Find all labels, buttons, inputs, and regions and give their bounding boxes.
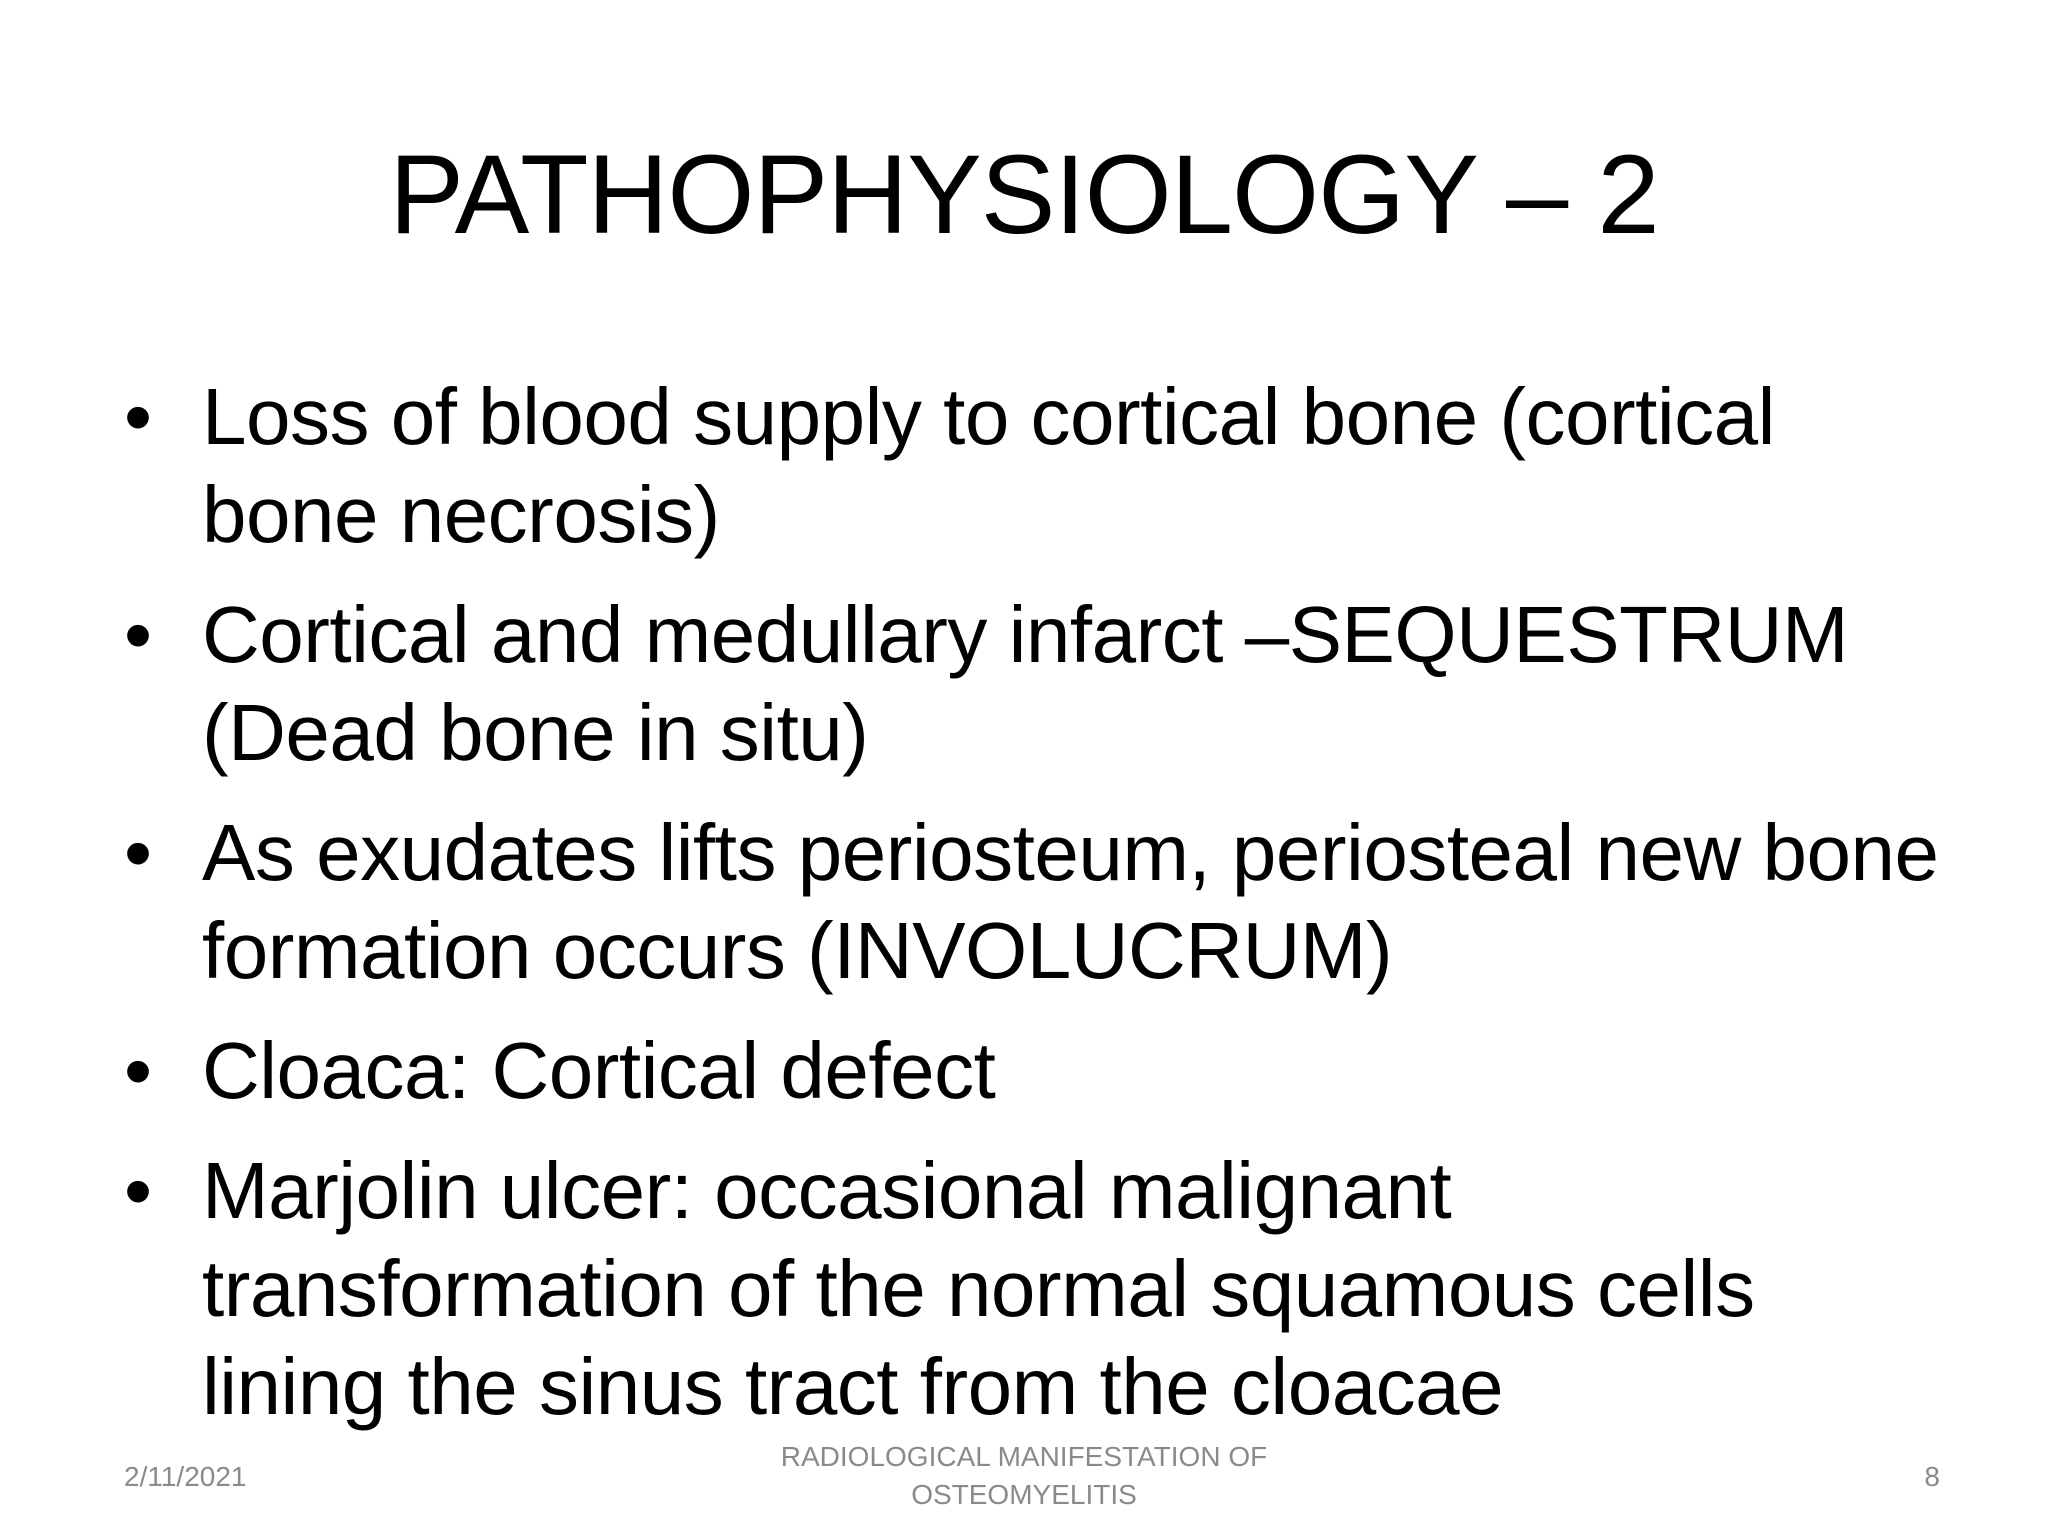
bullet-text: Marjolin ulcer: occasional malignant transformation of the normal squamous cells lining the sinus tract from the cloacae xyxy=(202,1146,1755,1431)
footer-presentation-title xyxy=(724,1438,1324,1514)
bullet-text: As exudates lifts periosteum, periosteal new bone formation occurs (INVOLUCRUM) xyxy=(202,808,1939,995)
bullet-text: Cloaca: Cortical defect xyxy=(202,1026,996,1115)
bullet-item xyxy=(124,804,1944,1000)
bullet-text: Loss of blood supply to cortical bone (cortical bone necrosis) xyxy=(202,372,1775,559)
footer-date: 2/11/2021 xyxy=(124,1461,247,1492)
bullet-icon: • xyxy=(124,808,152,897)
slide-title: PATHOPHYSIOLOGY – 2 xyxy=(389,132,1659,257)
bullet-icon: • xyxy=(124,372,152,461)
bullet-icon: • xyxy=(124,590,152,679)
bullet-item xyxy=(124,368,1944,564)
bullet-icon: • xyxy=(124,1146,152,1235)
bullet-icon: • xyxy=(124,1026,152,1115)
bullet-list xyxy=(124,368,1944,1458)
footer-page-number: 8 xyxy=(1924,1461,1940,1492)
bullet-item xyxy=(124,586,1944,782)
bullet-text: Cortical and medullary infarct –SEQUESTRUM (Dead bone in situ) xyxy=(202,590,1849,777)
bullet-item xyxy=(124,1142,1944,1436)
footer-title-line-2: OSTEOMYELITIS xyxy=(911,1479,1137,1510)
footer-title-line-1: RADIOLOGICAL MANIFESTATION OF xyxy=(780,1441,1268,1472)
bullet-item xyxy=(124,1022,1944,1120)
